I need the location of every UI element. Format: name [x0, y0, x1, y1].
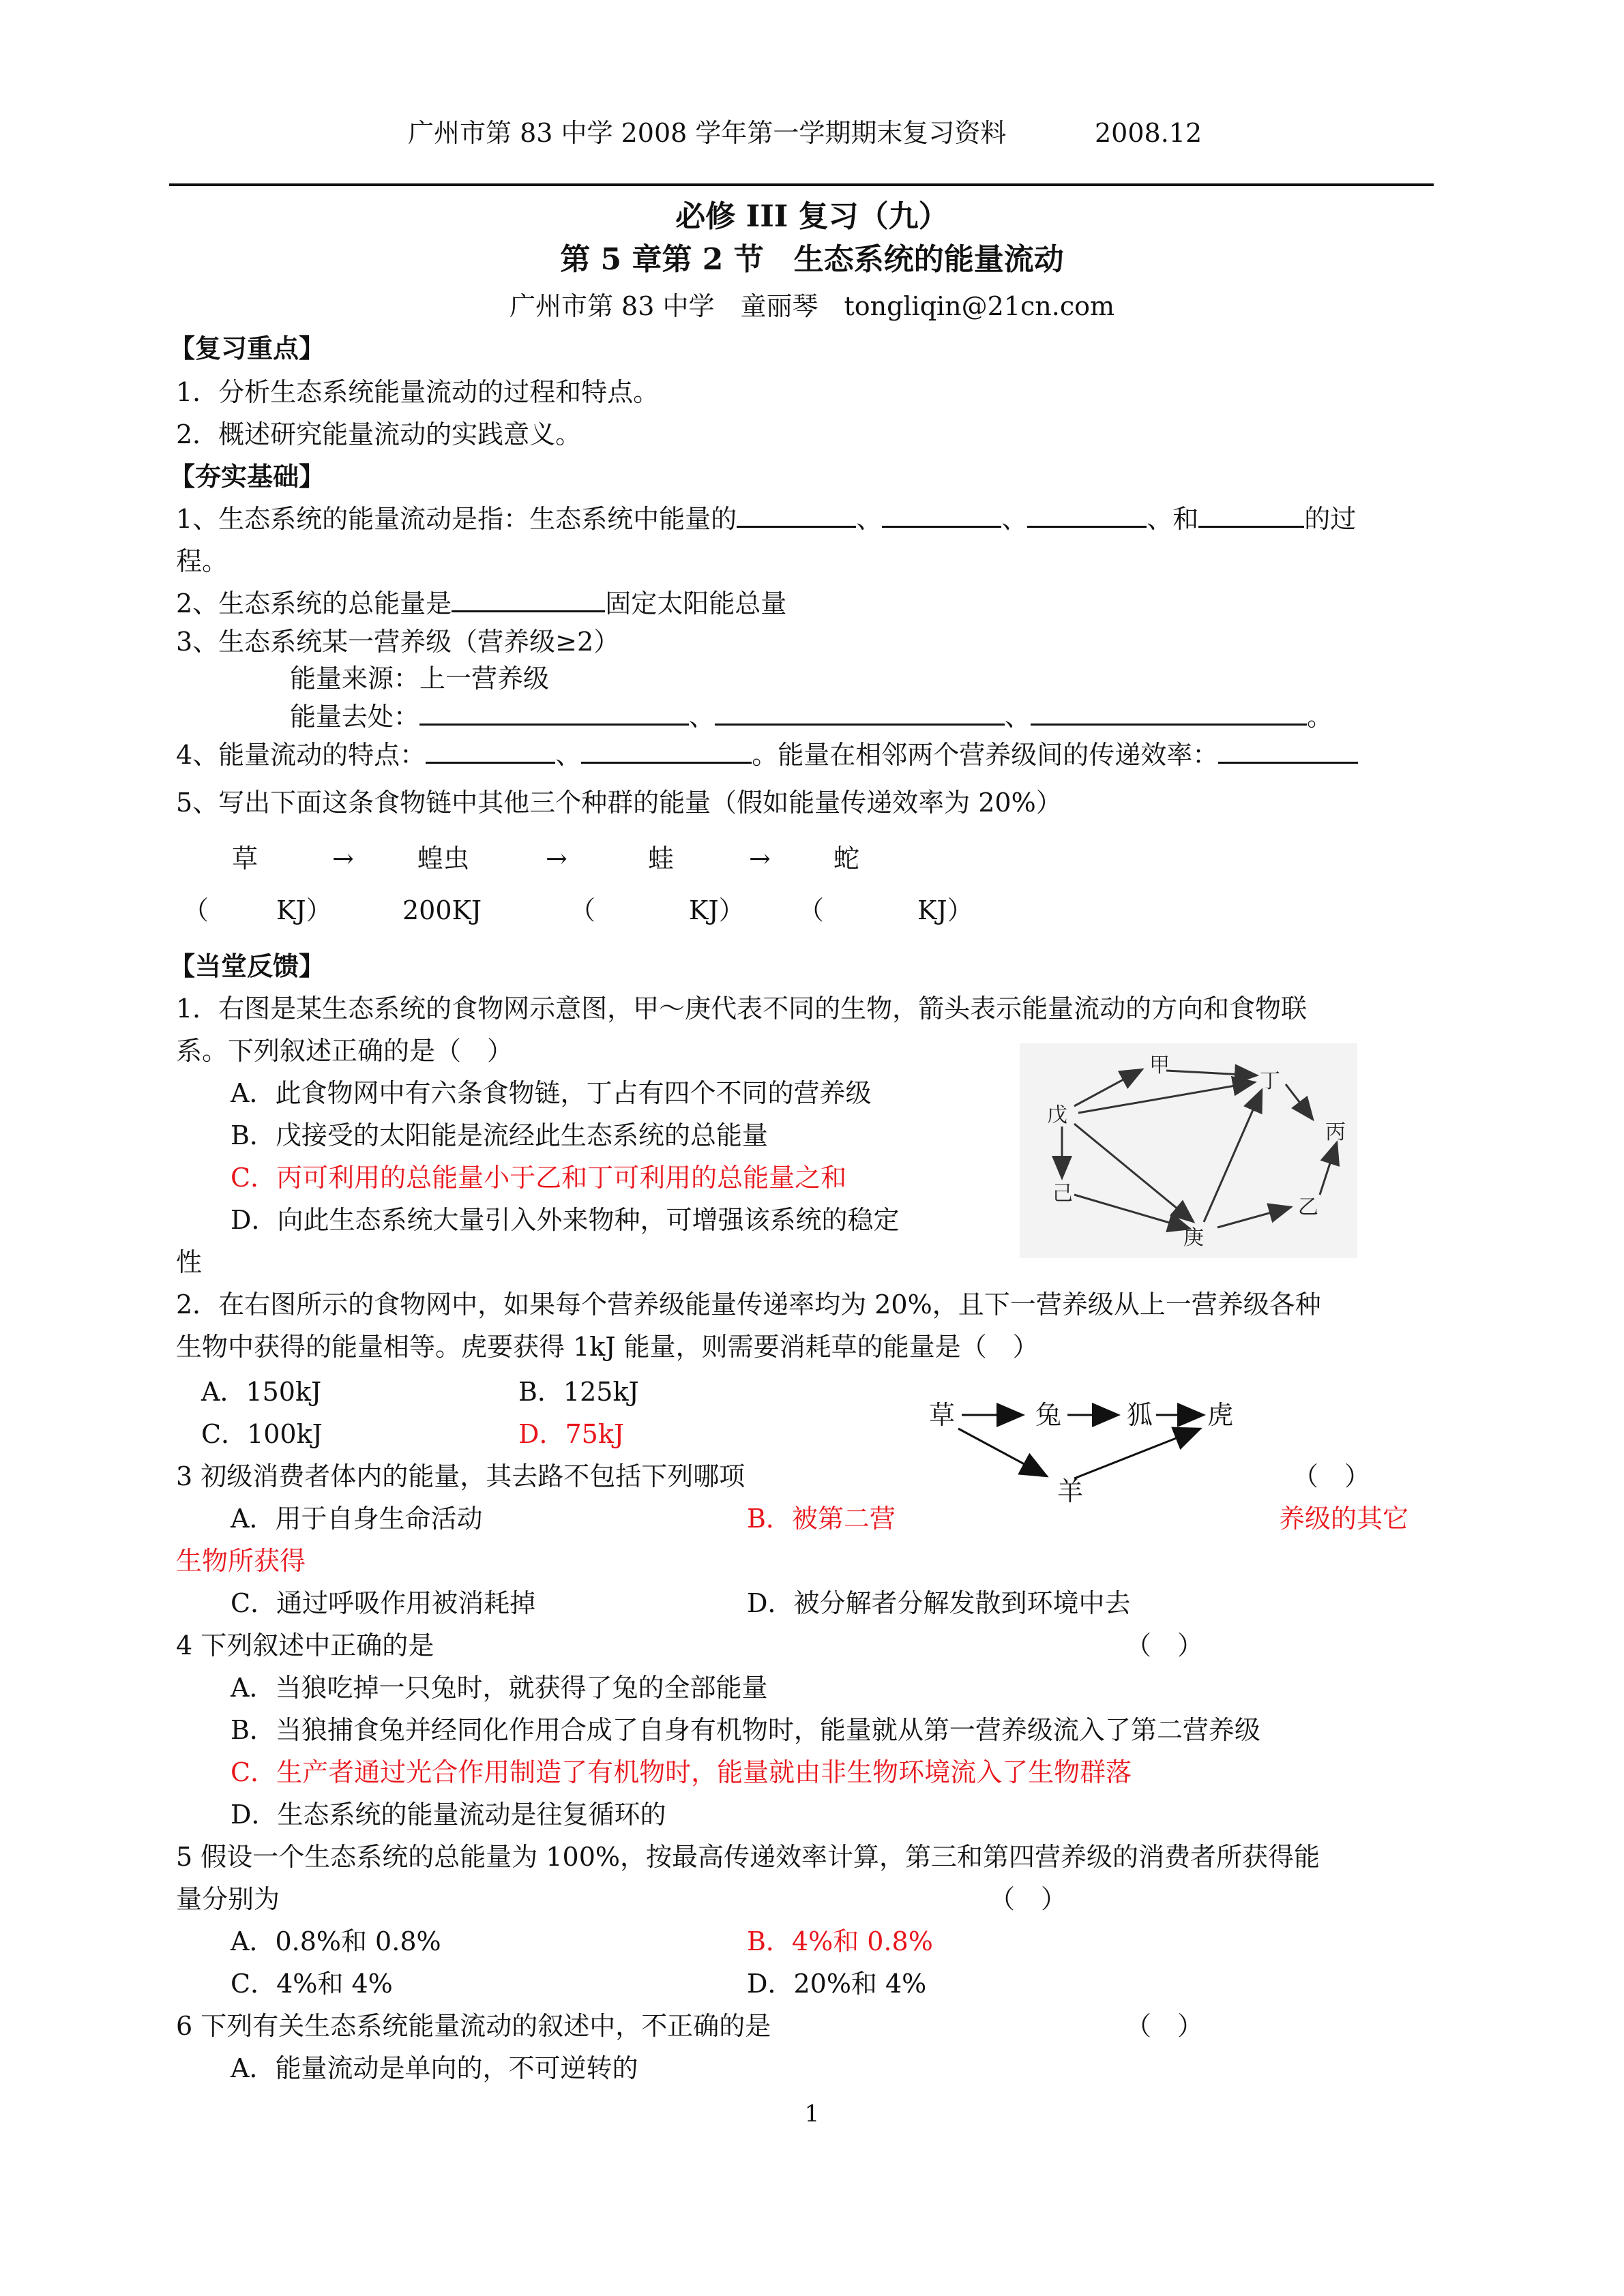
edge-geng-yi	[1217, 1207, 1291, 1227]
tiger-food-web-svg	[928, 1391, 1248, 1514]
fb-q4-option-c: C．生产者通过光合作用制造了有机物时，能量就由非生物环境流入了生物群落	[231, 1757, 1132, 1787]
answer-blank[interactable]	[1027, 503, 1147, 528]
fb-q2-option-a: A．150kJ	[201, 1377, 322, 1407]
node-bing: 丙	[1325, 1120, 1346, 1144]
answer-blank[interactable]	[1198, 503, 1304, 528]
base-q1-sep2: 、	[1001, 504, 1028, 534]
edge-wu-ding	[1078, 1082, 1255, 1113]
key-item-1: 1．分析生态系统能量流动的过程和特点。	[176, 377, 660, 407]
node-jia: 甲	[1149, 1054, 1170, 1077]
fb-q1-option-d: D．向此生态系统大量引入外来物种，可增强该系统的稳定	[231, 1205, 900, 1235]
title-line1: 必修 III 复习（九）	[675, 199, 949, 234]
fb-q5-option-a: A．0.8%和 0.8%	[231, 1926, 441, 1956]
chain-arrow-1: →	[332, 844, 354, 874]
answer-blank[interactable]	[426, 739, 555, 764]
node-ding: 丁	[1260, 1069, 1280, 1093]
answer-blank[interactable]	[1218, 739, 1358, 764]
fb-q5-stem-2: 量分别为	[176, 1884, 280, 1914]
title-author: 广州市第 83 中学 童丽琴 tongliqin@21cn.com	[509, 291, 1115, 321]
fb-q3-option-c: C．通过呼吸作用被消耗掉	[231, 1588, 536, 1618]
fb-q6-option-a: A．能量流动是单向的，不可逆转的	[231, 2053, 638, 2083]
base-q3-dest-label: 能量去处：	[290, 702, 420, 732]
web-node-grass: 草	[929, 1400, 956, 1430]
answer-blank[interactable]	[715, 700, 1005, 726]
fb-q5-option-b: B．4%和 0.8%	[747, 1926, 933, 1956]
header-school-title: 广州市第 83 中学 2008 学年第一学期期末复习资料	[408, 118, 1007, 148]
base-q1-sep1: 、	[856, 504, 883, 534]
chain-energy-3-open: （	[570, 895, 596, 925]
base-q2-text-b: 固定太阳能总量	[605, 588, 787, 618]
edge-jia-ding	[1166, 1071, 1257, 1075]
answer-blank[interactable]	[882, 503, 1001, 528]
fb-q3-option-a: A．用于自身生命活动	[231, 1504, 483, 1534]
fb-q1-option-c: C．丙可利用的总能量小于乙和丁可利用的总能量之和	[231, 1163, 847, 1193]
fb-q3-option-b-3: 生物所获得	[176, 1546, 306, 1576]
fb-q3-option-d: D．被分解者分解发散到环境中去	[747, 1588, 1131, 1618]
fb-q4-stem: 4 下列叙述中正确的是	[176, 1630, 434, 1660]
title-line2: 第 5 章第 2 节 生态系统的能量流动	[560, 242, 1064, 277]
section-feedback-heading: 【当堂反馈】	[169, 951, 325, 981]
base-q2-text-a: 2、生态系统的总能量是	[176, 588, 452, 618]
base-q1-sep3: 、和	[1147, 504, 1199, 534]
edge-ji-geng	[1074, 1195, 1190, 1229]
chain-energy-4-open: （	[798, 895, 825, 925]
edge-yi-bing	[1320, 1142, 1337, 1195]
page-number: 1	[804, 2100, 820, 2128]
base-q5: 5、写出下面这条食物链中其他三个种群的能量（假如能量传递效率为 20%）	[176, 788, 1062, 818]
edge-grass-sheep	[958, 1429, 1047, 1476]
chain-energy-1-open: （	[183, 895, 209, 925]
edge-wu-jia	[1074, 1069, 1142, 1106]
section-key-heading: 【复习重点】	[169, 333, 325, 363]
base-q1-end: 的过	[1304, 504, 1357, 534]
fb-q1-stem-1: 1．右图是某生态系统的食物网示意图，甲～庚代表不同的生物，箭头表示能量流动的方向和食物联	[176, 994, 1308, 1024]
fb-q4-option-d: D．生态系统的能量流动是往复循环的	[231, 1800, 666, 1830]
answer-blank[interactable]	[419, 700, 689, 726]
web-node-tiger: 虎	[1207, 1400, 1234, 1430]
fb-q2-stem-1: 2．在右图所示的食物网中，如果每个营养级能量传递率均为 20%，且下一营养级从上一营养级各种	[176, 1289, 1321, 1320]
base-q1-text-a: 1、生态系统的能量流动是指：生态系统中能量的	[176, 504, 737, 534]
answer-blank[interactable]	[452, 587, 605, 612]
chain-arrow-2: →	[546, 844, 567, 874]
base-q4-text-b: 。能量在相邻两个营养级间的传递效率：	[752, 740, 1219, 770]
chain-organism-frog: 蛙	[648, 844, 675, 874]
header-date: 2008.12	[1095, 118, 1202, 148]
edge-wu-geng	[1074, 1124, 1194, 1222]
fb-q2-option-c: C．100kJ	[201, 1419, 323, 1449]
web-node-sheep: 羊	[1057, 1476, 1084, 1506]
edge-ding-bing	[1286, 1084, 1313, 1120]
node-yi: 乙	[1298, 1195, 1318, 1219]
fb-q5-stem-1: 5 假设一个生态系统的总能量为 100%，按最高传递效率计算，第三和第四营养级的消费者所获得能	[176, 1842, 1320, 1872]
fb-q2-option-d: D．75kJ	[518, 1419, 625, 1449]
chain-organism-grass: 草	[232, 844, 259, 874]
base-q1-line2: 程。	[176, 546, 228, 576]
tiger-food-web	[928, 1391, 1248, 1514]
base-q4-text-a: 4、能量流动的特点：	[176, 740, 426, 770]
fb-q2-stem-2: 生物中获得的能量相等。虎要获得 1kJ 能量，则需要消耗草的能量是（ ）	[176, 1332, 1039, 1362]
base-q3-end: 。	[1307, 702, 1333, 732]
base-q3: 3、生态系统某一营养级（营养级≥2）	[176, 627, 620, 657]
answer-blank[interactable]	[581, 739, 752, 764]
fb-q2-option-b: B．125kJ	[518, 1377, 639, 1407]
base-q3-dest	[290, 700, 1333, 734]
chain-energy-4-unit: KJ）	[917, 895, 973, 925]
fb-q1-option-b: B．戊接受的太阳能是流经此生态系统的总能量	[231, 1120, 768, 1150]
food-web-diagram	[1020, 1043, 1357, 1258]
base-q4	[176, 738, 1358, 772]
fb-q1-option-d-cont: 性	[176, 1247, 203, 1277]
chain-energy-3-unit: KJ）	[689, 895, 745, 925]
node-ji: 己	[1052, 1182, 1073, 1206]
fb-q5-option-c: C．4%和 4%	[231, 1969, 393, 1999]
fb-q3-stem: 3 初级消费者体内的能量，其去路不包括下列哪项	[176, 1461, 745, 1491]
fb-q4-option-a: A．当狼吃掉一只兔时，就获得了兔的全部能量	[231, 1673, 768, 1703]
fb-q1-option-a: A．此食物网中有六条食物链，丁占有四个不同的营养级	[231, 1078, 872, 1108]
chain-organism-locust: 蝗虫	[417, 844, 470, 874]
web-node-rabbit: 兔	[1035, 1400, 1062, 1430]
fb-q6-stem: 6 下列有关生态系统能量流动的叙述中，不正确的是	[176, 2011, 771, 2041]
answer-blank[interactable]	[1031, 700, 1307, 726]
edge-geng-ding	[1204, 1090, 1262, 1222]
section-base-heading: 【夯实基础】	[169, 461, 325, 492]
base-q2	[176, 586, 786, 621]
base-q1-line1	[176, 502, 1356, 536]
edge-sheep-tiger	[1074, 1429, 1200, 1478]
fb-q6-paren: （ ）	[1125, 2011, 1204, 2041]
fb-q3-paren: （ ）	[1293, 1461, 1371, 1491]
node-wu: 戊	[1047, 1103, 1067, 1127]
header-rule	[169, 183, 1434, 186]
web-node-fox: 狐	[1127, 1400, 1153, 1430]
fb-q3-option-b-1: B．被第二营	[747, 1504, 896, 1534]
base-q3-sep2: 、	[1005, 702, 1031, 732]
key-item-2: 2．概述研究能量流动的实践意义。	[176, 419, 582, 449]
answer-blank[interactable]	[737, 503, 856, 528]
base-q4-sep: 、	[555, 740, 582, 770]
food-web-svg	[1020, 1043, 1357, 1258]
chain-organism-snake: 蛇	[833, 844, 860, 874]
chain-arrow-3: →	[749, 844, 771, 874]
chain-energy-2: 200KJ	[402, 895, 482, 925]
fb-q1-stem-2: 系。下列叙述正确的是（ ）	[176, 1036, 514, 1066]
chain-energy-1-unit: KJ）	[276, 895, 332, 925]
base-q3-sep1: 、	[689, 702, 715, 732]
fb-q5-option-d: D．20%和 4%	[747, 1969, 927, 1999]
fb-q3-option-b-2: 养级的其它	[1279, 1504, 1409, 1534]
fb-q4-paren: （ ）	[1125, 1630, 1204, 1660]
base-q3-source: 能量来源：上一营养级	[290, 664, 550, 694]
fb-q5-paren: （ ）	[989, 1884, 1067, 1914]
fb-q4-option-b: B．当狼捕食兔并经同化作用合成了自身有机物时，能量就从第一营养级流入了第二营养级	[231, 1715, 1260, 1745]
node-geng: 庚	[1183, 1226, 1204, 1250]
